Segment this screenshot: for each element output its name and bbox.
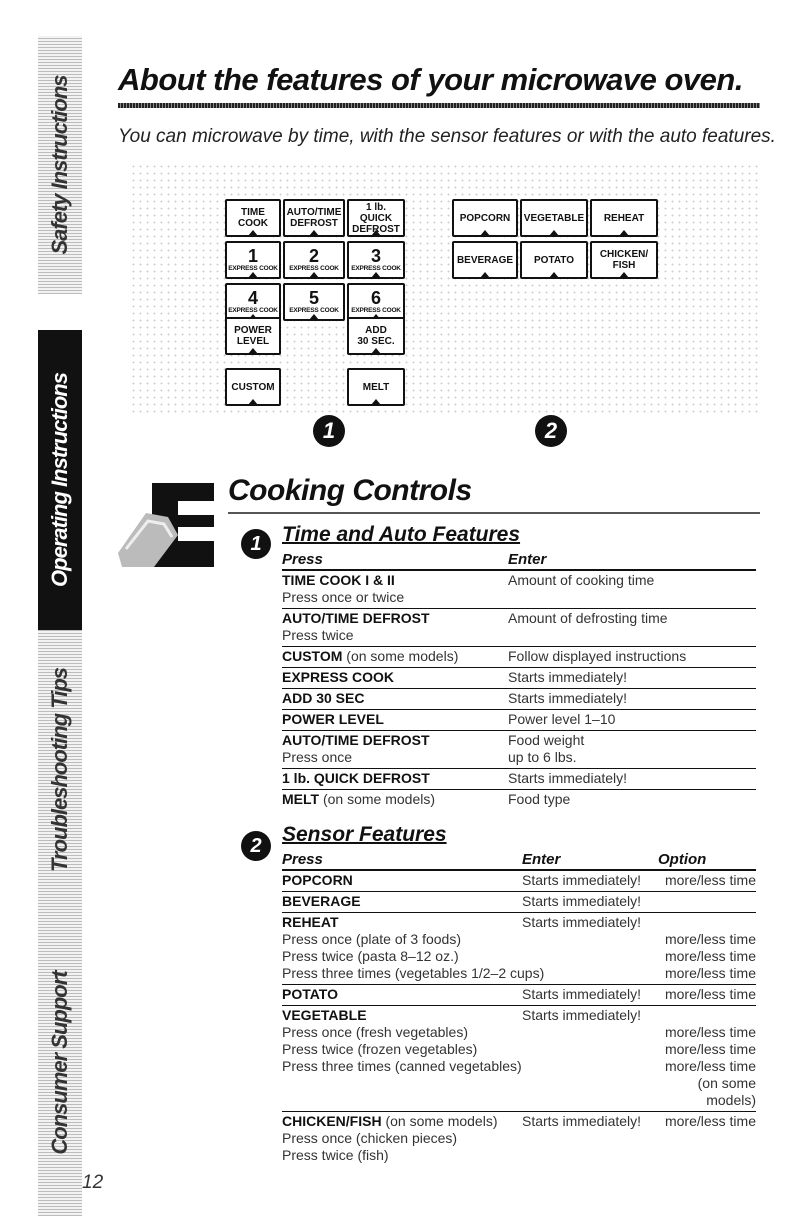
- tab-label: Safety Instructions: [47, 75, 72, 255]
- table-row: AUTO/TIME DEFROST Press twice Amount of defrosting time: [282, 609, 756, 647]
- table-row: CUSTOM (on some models) Follow displayed instructions: [282, 647, 756, 668]
- tab-label: Consumer Support: [47, 971, 72, 1155]
- table-row: TIME COOK I & II Press once or twice Amount of cooking time: [282, 570, 756, 609]
- section-1-badge: 1: [241, 529, 271, 559]
- press-header: Press: [282, 851, 522, 870]
- table-row: EXPRESS COOK Starts immediately!: [282, 668, 756, 689]
- table-row: MELT (on some models) Food type: [282, 791, 571, 807]
- time-cook-key: TIME COOK: [225, 199, 281, 237]
- time-auto-features-table: [282, 551, 756, 810]
- table-row: BEVERAGE Starts immediately!: [282, 892, 756, 913]
- time-auto-features-heading: Time and Auto Features: [282, 523, 521, 546]
- number-6-key: 6 EXPRESS COOK: [347, 283, 405, 321]
- panel-callout-2: 2: [535, 415, 567, 447]
- sidebar-tabs: [38, 36, 82, 1216]
- number-1-key: 1 EXPRESS COOK: [225, 241, 281, 279]
- table-row: POTATO Starts immediately! more/less time: [282, 985, 756, 1006]
- number-2-key: 2 EXPRESS COOK: [283, 241, 345, 279]
- table-row: POPCORN Starts immediately! more/less time: [282, 870, 756, 892]
- number-5-key: 5 EXPRESS COOK: [283, 283, 345, 321]
- chicken-fish-key: CHICKEN/ FISH: [590, 241, 658, 279]
- table-row: POWER LEVEL Power level 1–10: [282, 710, 756, 731]
- tab-troubleshooting-tips[interactable]: [38, 630, 82, 910]
- table-row: REHEAT Starts immediately! Press once (plate of 3 foods) Press twice (pasta 8–12 oz.) Press three times (vegetables 1/2–2 cups) more/less time more/less time more/less time: [282, 913, 756, 985]
- option-header: Option: [658, 851, 756, 870]
- sensor-features-heading: Sensor Features: [282, 823, 447, 846]
- sensor-features-table: [282, 851, 756, 1166]
- press-header: Press: [282, 551, 508, 570]
- page-subtitle: You can microwave by time, with the sensor features or with the auto features.: [118, 126, 776, 147]
- tab-label: Troubleshooting Tips: [47, 667, 72, 873]
- table-row: CHICKEN/FISH (on some models) Starts immediately! Press once (chicken pieces) Press twice (fish) more/less time: [282, 1113, 756, 1163]
- tab-operating-instructions[interactable]: [38, 330, 82, 630]
- beverage-key: BEVERAGE: [452, 241, 518, 279]
- quick-defrost-key: 1 lb. QUICK DEFROST: [347, 199, 405, 237]
- control-panel-illustration: [130, 163, 760, 443]
- custom-key: CUSTOM: [225, 368, 281, 406]
- section-2-badge: 2: [241, 831, 271, 861]
- title-divider: [118, 103, 760, 108]
- table-row: AUTO/TIME DEFROST Press once Food weight up to 6 lbs.: [282, 731, 756, 769]
- page-number: 12: [82, 1172, 104, 1193]
- add-30-sec-key: ADD 30 SEC.: [347, 317, 405, 355]
- number-4-key: 4 EXPRESS COOK: [225, 283, 281, 321]
- vegetable-key: VEGETABLE: [520, 199, 588, 237]
- auto-time-defrost-key: AUTO/TIME DEFROST: [283, 199, 345, 237]
- cooking-controls-icon: [118, 483, 214, 567]
- tab-consumer-support[interactable]: [38, 910, 82, 1216]
- enter-header: Enter: [522, 851, 658, 870]
- popcorn-key: POPCORN: [452, 199, 518, 237]
- enter-header: Enter: [508, 551, 756, 570]
- table-row: 1 lb. QUICK DEFROST Starts immediately!: [282, 769, 756, 790]
- cooking-controls-heading: Cooking Controls: [228, 474, 472, 507]
- table-row: ADD 30 SEC Starts immediately!: [282, 689, 756, 710]
- tab-safety-instructions[interactable]: [38, 36, 82, 294]
- cooking-controls-divider: [228, 512, 760, 514]
- potato-key: POTATO: [520, 241, 588, 279]
- power-level-key: POWER LEVEL: [225, 317, 281, 355]
- number-3-key: 3 EXPRESS COOK: [347, 241, 405, 279]
- reheat-key: REHEAT: [590, 199, 658, 237]
- table-row: VEGETABLE Starts immediately! Press once (fresh vegetables) Press twice (frozen vegetables) Press three times (canned vegetables) more/less time more/less time more/less time (on some models): [282, 1006, 756, 1112]
- melt-key: MELT: [347, 368, 405, 406]
- tab-label: Operating Instructions: [47, 373, 72, 587]
- page-title: About the features of your microwave oven.: [118, 62, 743, 97]
- panel-callout-1: 1: [313, 415, 345, 447]
